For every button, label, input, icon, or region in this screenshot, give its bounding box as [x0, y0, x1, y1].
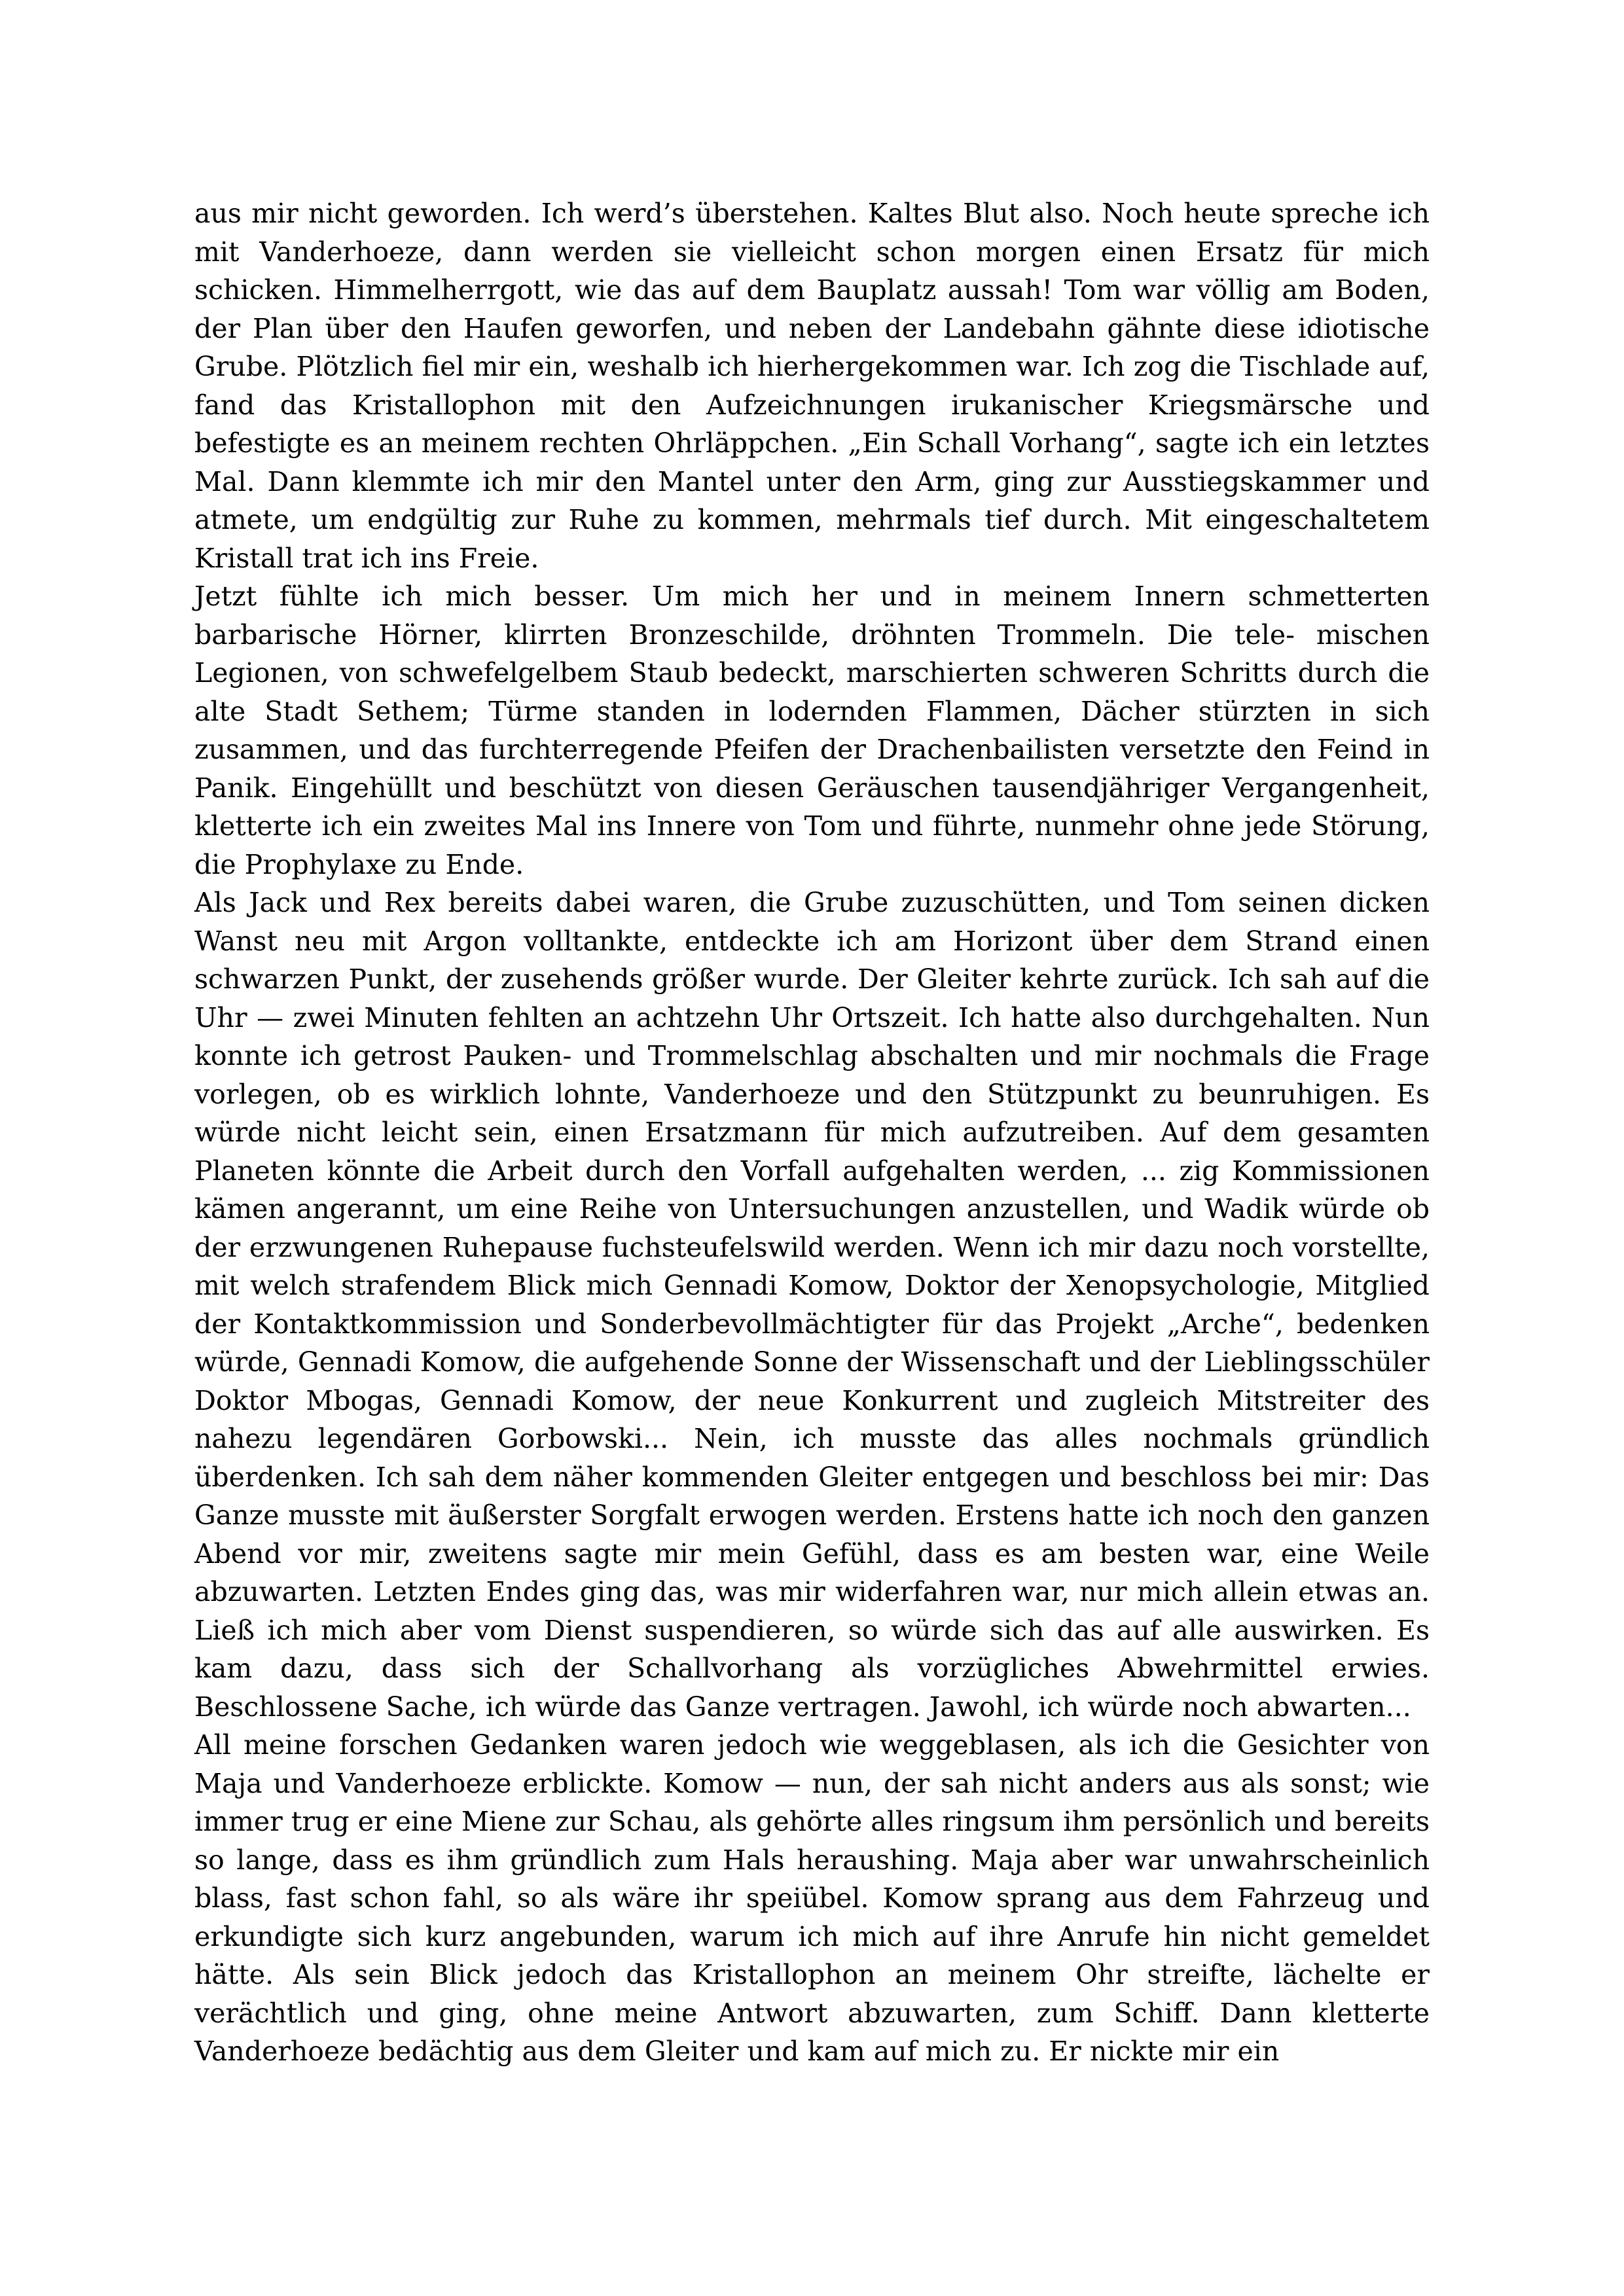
- paragraph-2: Jetzt fühlte ich mich besser. Um mich her und in meinem Innern schmetterten barbarische Hörner, klirrten Bronzeschilde, dröhnten Trommeln. Die tele- mischen Legionen, von schwefelgelbem Staub bedeckt, marschierten schweren Schritts durch die alte Stadt Sethem; Türme standen in lodernden Flammen, Dächer stürzten in sich zusammen, und das furchterregende Pfeifen der Drachenbailisten versetzte den Feind in Panik. Eingehüllt und beschützt von diesen Geräuschen tausendjähriger Vergangenheit, kletterte ich ein zweites Mal ins Innere von Tom und führte, nunmehr ohne jede Störung, die Prophylaxe zu Ende.: [194, 581, 1430, 880]
- paragraph-1: aus mir nicht geworden. Ich werd’s überstehen. Kaltes Blut also. Noch heute spreche ich mit Vanderhoeze, dann werden sie vielleicht schon morgen einen Ersatz für mich schicken. Himmelherrgott, wie das auf dem Bauplatz aussah! Tom war völlig am Boden, der Plan über den Haufen geworfen, und neben der Landebahn gähnte diese idiotische Grube. Plötzlich fiel mir ein, weshalb ich hierhergekommen war. Ich zog die Tischlade auf, fand das Kristallophon mit den Aufzeichnungen irukanischer Kriegsmärsche und befestigte es an meinem rechten Ohrläppchen. „Ein Schall Vorhang“, sagte ich ein letztes Mal. Dann klemmte ich mir den Mantel unter den Arm, ging zur Ausstiegskammer und atmete, um endgültig zur Ruhe zu kommen, mehrmals tief durch. Mit eingeschaltetem Kristall trat ich ins Freie.: [194, 198, 1430, 574]
- document-page: [194, 194, 1430, 2071]
- paragraph-4: All meine forschen Gedanken waren jedoch wie weggeblasen, als ich die Gesichter von Maja und Vanderhoeze erblickte. Komow — nun, der sah nicht anders aus als sonst; wie immer trug er eine Miene zur Schau, als gehörte alles ringsum ihm persönlich und bereits so lange, dass es ihm gründlich zum Hals heraushing. Maja aber war unwahrscheinlich blass, fast schon fahl, so als wäre ihr speiübel. Komow sprang aus dem Fahrzeug und erkundigte sich kurz angebunden, warum ich mich auf ihre Anrufe hin nicht gemeldet hätte. Als sein Blick jedoch das Kristallophon an meinem Ohr streifte, lächelte er verächtlich und ging, ohne meine Antwort abzuwarten, zum Schiff. Dann kletterte Vanderhoeze bedächtig aus dem Gleiter und kam auf mich zu. Er nickte mir ein: [194, 1729, 1430, 2067]
- paragraph-3: Als Jack und Rex bereits dabei waren, die Grube zuzuschütten, und Tom seinen dicken Wanst neu mit Argon volltankte, entdeckte ich am Horizont über dem Strand einen schwarzen Punkt, der zusehends größer wurde. Der Gleiter kehrte zurück. Ich sah auf die Uhr — zwei Minuten fehlten an achtzehn Uhr Ortszeit. Ich hatte also durchgehalten. Nun konnte ich getrost Pauken- und Trommelschlag abschalten und mir nochmals die Frage vorlegen, ob es wirklich lohnte, Vanderhoeze und den Stützpunkt zu beunruhigen. Es würde nicht leicht sein, einen Ersatzmann für mich aufzutreiben. Auf dem gesamten Planeten könnte die Arbeit durch den Vorfall aufgehalten werden, ... zig Kommissionen kämen angerannt, um eine Reihe von Untersuchungen anzustellen, und Wadik würde ob der erzwungenen Ruhepause fuchsteufelswild werden. Wenn ich mir dazu noch vorstellte, mit welch strafendem Blick mich Gennadi Komow, Doktor der Xenopsychologie, Mitglied der Kontaktkommission und Sonderbevollmächtigter für das Projekt „Arche“, bedenken würde, Gennadi Komow, die aufgehende Sonne der Wissenschaft und der Lieblingsschüler Doktor Mbogas, Gennadi Komow, der neue Konkurrent und zugleich Mitstreiter des nahezu legendären Gorbowski... Nein, ich musste das alles nochmals gründlich überdenken. Ich sah dem näher kommenden Gleiter entgegen und beschloss bei mir: Das Ganze musste mit äußerster Sorgfalt erwogen werden. Erstens hatte ich noch den ganzen Abend vor mir, zweitens sagte mir mein Gefühl, dass es am besten war, eine Weile abzuwarten. Letzten Endes ging das, was mir widerfahren war, nur mich allein etwas an. Ließ ich mich aber vom Dienst suspendieren, so würde sich das auf alle auswirken. Es kam dazu, dass sich der Schallvorhang als vorzügliches Abwehrmittel erwies. Beschlossene Sache, ich würde das Ganze vertragen. Jawohl, ich würde noch abwarten...: [194, 887, 1430, 1723]
